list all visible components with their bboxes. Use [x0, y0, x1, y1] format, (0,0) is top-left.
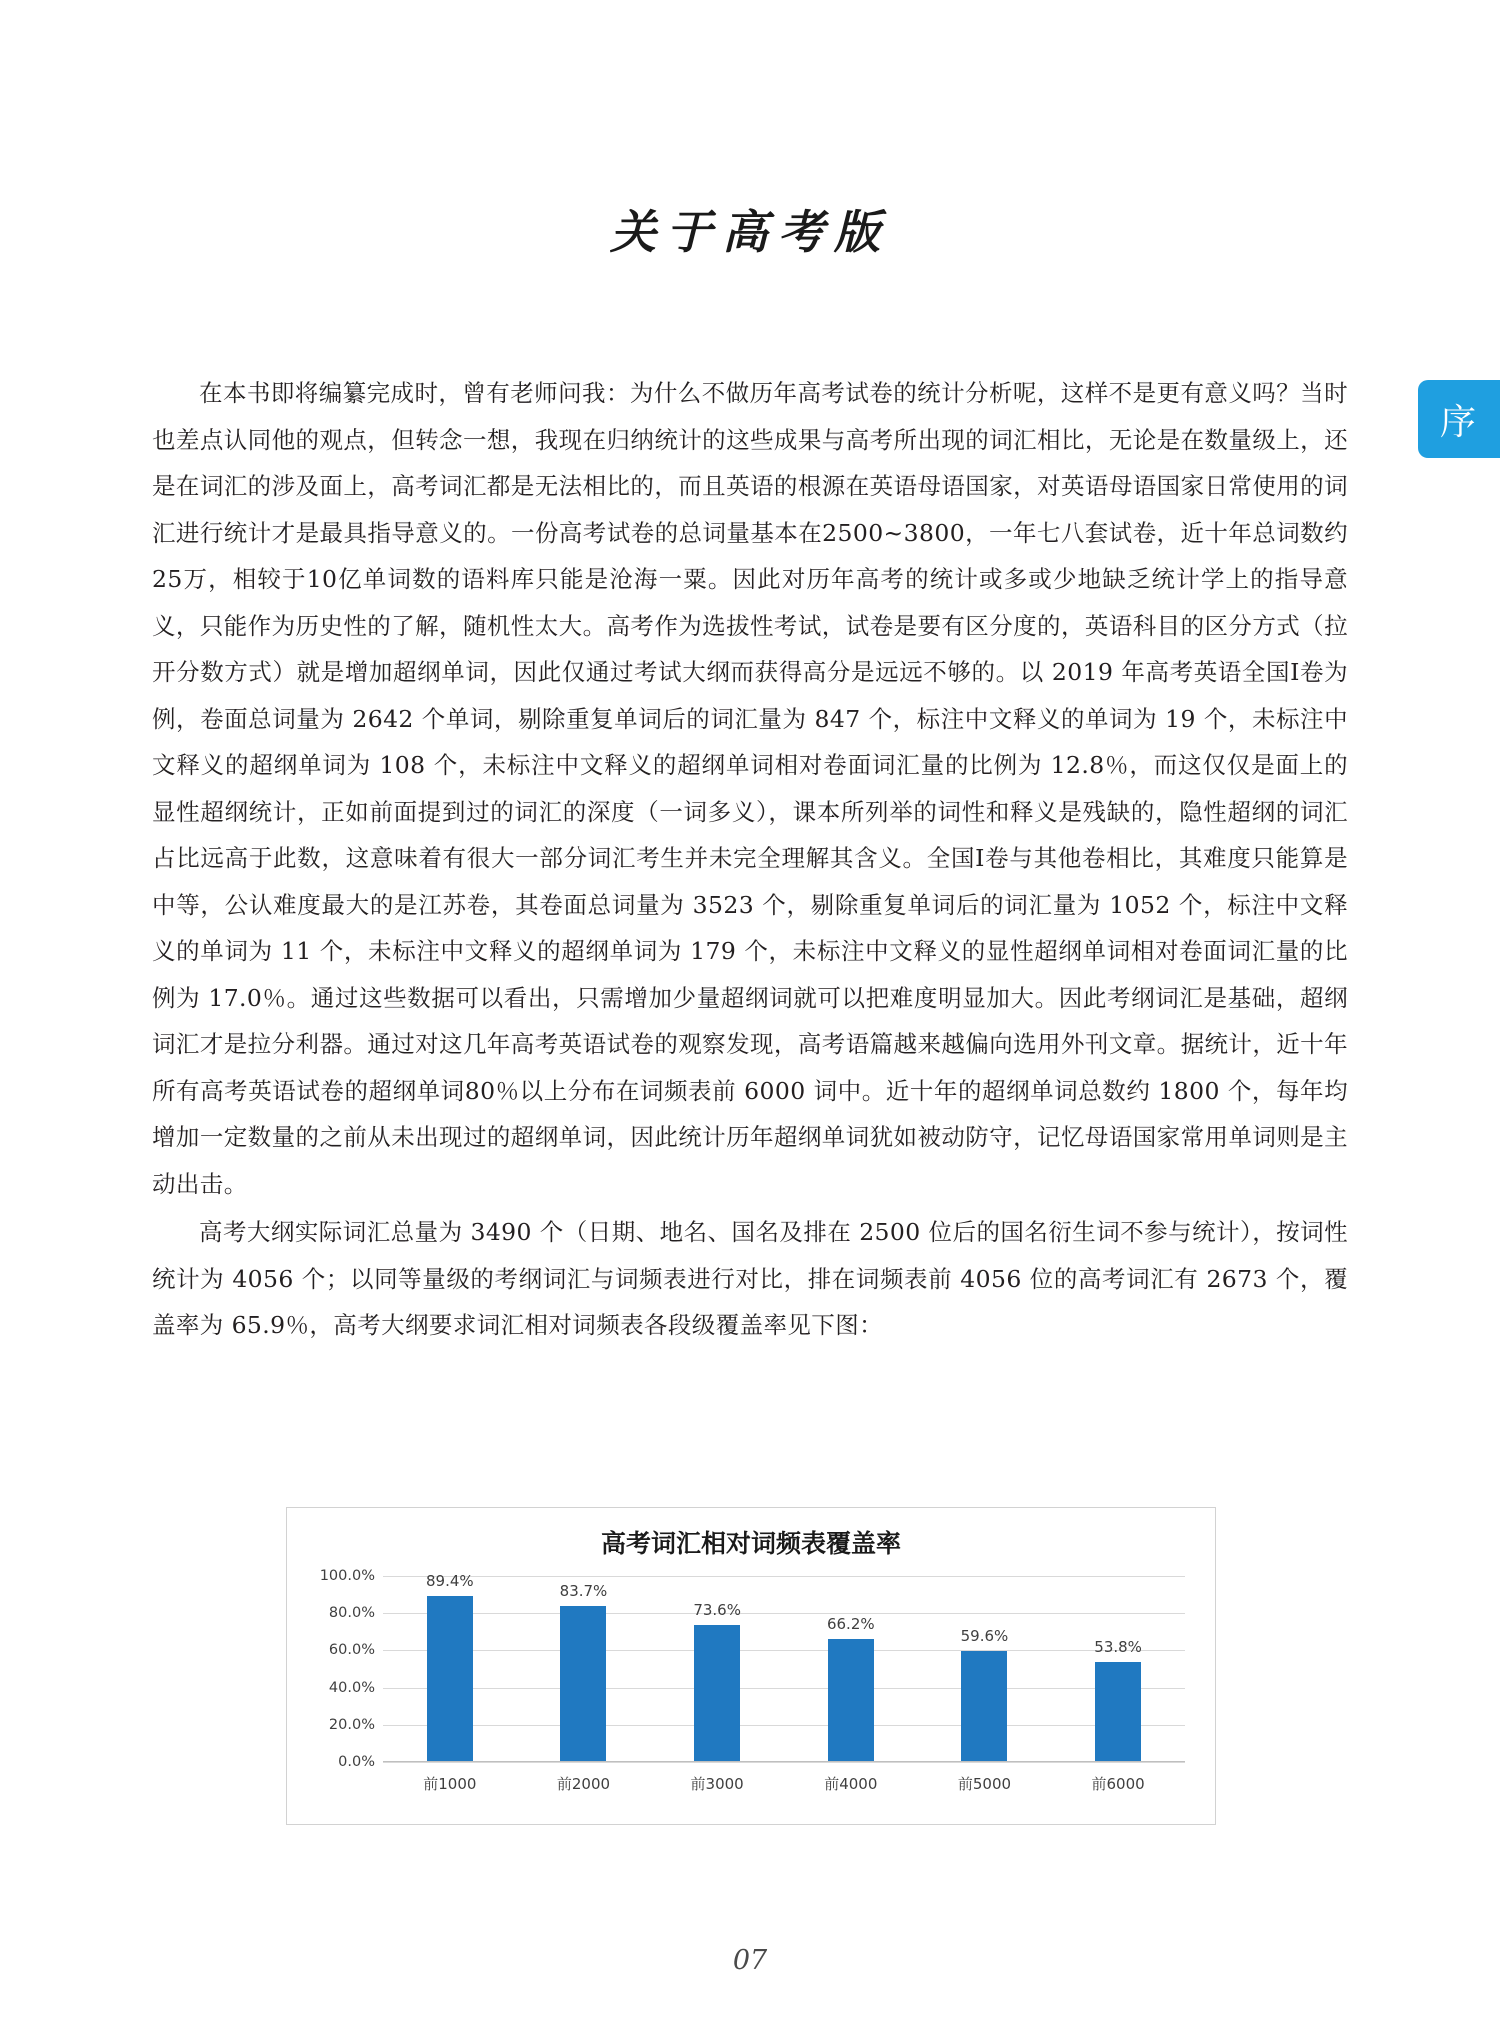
coverage-bar-chart: [286, 1507, 1216, 1825]
ytick-label-80: 80.0%: [328, 1605, 375, 1622]
section-tab-label: 序: [1439, 401, 1478, 443]
bar-value-label-3: 66.2%: [826, 1614, 875, 1633]
bar-value-label-2: 73.6%: [693, 1601, 741, 1620]
xtick-label-5: 前6000: [1091, 1775, 1145, 1793]
bar-group-3: [784, 1576, 917, 1762]
xtick-label-1: 前2000: [556, 1775, 611, 1793]
xtick-label-4: 前5000: [957, 1775, 1012, 1793]
bar-1: [560, 1606, 606, 1762]
ytick-label-20: 20.0%: [328, 1716, 375, 1733]
section-tab-preface: [1418, 380, 1500, 458]
chart-x-labels: [383, 1773, 1185, 1794]
bar-3: [828, 1639, 874, 1762]
x-axis-line: [383, 1761, 1185, 1762]
chart-plot-area: [319, 1568, 1185, 1770]
bar-5: [1095, 1662, 1141, 1762]
bar-4: [961, 1651, 1007, 1762]
ytick-label-100: 100.0%: [319, 1568, 375, 1584]
bar-group-5: [1052, 1576, 1185, 1762]
xtick-label-3: 前4000: [824, 1775, 878, 1793]
bar-group-4: [918, 1576, 1051, 1762]
xtick-label-2: 前3000: [690, 1775, 744, 1793]
bar-0: [427, 1596, 473, 1762]
bar-group-0: [383, 1571, 516, 1762]
paragraph-1: 在本书即将编纂完成时，曾有老师问我：为什么不做历年高考试卷的统计分析呢，这样不是更有意义吗？当时也差点认同他的观点，但转念一想，我现在归纳统计的这些成果与高考所出现的词汇相比，无论是在数量级上，还是在词汇的涉及面上，高考词汇都是无法相比的，而且英语的根源在英语母语国家，对英语母语国家日常使用的词汇进行统计才是最具指导意义的。一份高考试卷的总词量基本在2500~3800，一年七八套试卷，近十年总词数约25万，相较于10亿单词数的语料库只能是沧海一粟。因此对历年高考的统计或多或少地缺乏统计学上的指导意义，只能作为历史性的了解，随机性太大。高考作为选拔性考试，试卷是要有区分度的，英语科目的区分方式（拉开分数方式）就是增加超纲单词，因此仅通过考试大纲而获得高分是远远不够的。以 2019 年高考英语全国Ⅰ卷为例，卷面总词量为 2642 个单词，剔除重复单词后的词汇量为 847 个，标注中文释义的单词为 19 个，未标注中文释义的超纲单词为 108 个，未标注中文释义的超纲单词相对卷面词汇量的比例为 12.8％，而这仅仅是面上的显性超纲统计，正如前面提到过的词汇的深度（一词多义），课本所列举的词性和释义是残缺的，隐性超纲的词汇占比远高于此数，这意味着有很大一部分词汇考生并未完全理解其含义。全国Ⅰ卷与其他卷相比，其难度只能算是中等，公认难度最大的是江苏卷，其卷面总词量为 3523 个，剔除重复单词后的词汇量为 1052 个，标注中文释义的单词为 11 个，未标注中文释义的超纲单词为 179 个，未标注中文释义的显性超纲单词相对卷面词汇量的比例为 17.0％。通过这些数据可以看出，只需增加少量超纲词就可以把难度明显加大。因此考纲词汇是基础，超纲词汇才是拉分利器。通过对这几年高考英语试卷的观察发现，高考语篇越来越偏向选用外刊文章。据统计，近十年所有高考英语试卷的超纲单词80％以上分布在词频表前 6000 词中。近十年的超纲单词总数约 1800 个，每年均增加一定数量的之前从未出现过的超纲单词，因此统计历年超纲单词犹如被动防守，记忆母语国家常用单词则是主动出击。: [152, 379, 1348, 1198]
bar-group-1: [517, 1576, 650, 1762]
bar-group-2: [651, 1576, 784, 1762]
bar-value-label-1: 83.7%: [559, 1582, 608, 1601]
ytick-label-40: 40.0%: [328, 1679, 375, 1696]
ytick-label-0: 0.0%: [338, 1754, 375, 1770]
ytick-label-60: 60.0%: [328, 1642, 375, 1659]
bar-value-label-0: 89.4%: [426, 1571, 474, 1590]
chart-title: 高考词汇相对词频表覆盖率: [600, 1529, 901, 1558]
paragraph-2: 高考大纲实际词汇总量为 3490 个（日期、地名、国名及排在 2500 位后的国名衍生词不参与统计），按词性统计为 4056 个；以同等量级的考纲词汇与词频表进行对比，排在词频表前 4056 位的高考词汇有 2673 个，覆盖率为 65.9％，高考大纲要求词汇相对词频表各段级覆盖率见下图：: [152, 1218, 1348, 1339]
gridline-0: [338, 1754, 1185, 1770]
page-number: 07: [732, 1945, 768, 1976]
bar-value-label-5: 53.8%: [1094, 1637, 1142, 1656]
bar-value-label-4: 59.6%: [960, 1627, 1009, 1646]
page-title: 关于高考版: [610, 205, 890, 259]
xtick-label-0: 前1000: [423, 1775, 477, 1793]
body-text: [152, 370, 1348, 1349]
chart-bars: [383, 1571, 1185, 1762]
bar-2: [694, 1625, 740, 1762]
